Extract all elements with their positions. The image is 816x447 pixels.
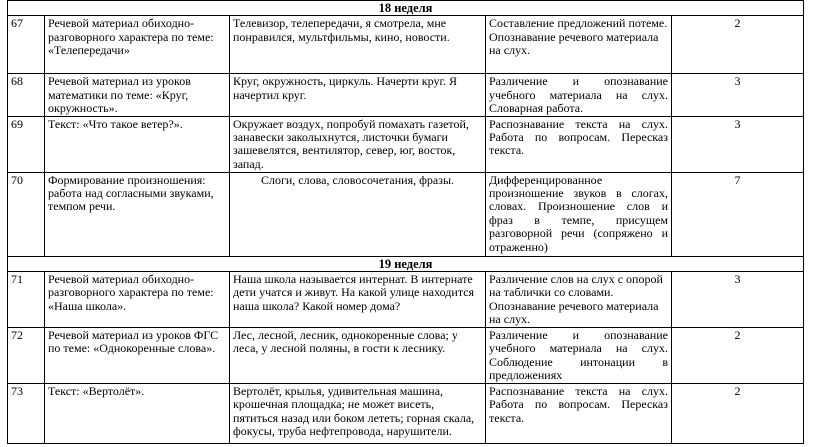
lesson-activity: Распознавание текста на слух. Работа по вопросам. Пересказ текста. xyxy=(486,116,672,172)
table-row xyxy=(8,74,804,116)
lesson-number: 72 xyxy=(8,328,45,384)
table-row xyxy=(8,384,804,444)
table-row xyxy=(8,272,804,328)
lesson-number: 71 xyxy=(8,272,45,328)
speech-material: Слоги, слова, словосочетания, фразы. xyxy=(230,172,486,256)
lesson-hours: 7 xyxy=(672,172,804,256)
lesson-activity: Распознавание текста на слух. Работа по вопросам. Пересказ текста. xyxy=(486,384,672,444)
speech-material: Вертолёт, крылья, удивительная машина, крошечная площадка; не может висеть, пятиться назад или боком лететь; горная скала, фокусы, труба нефтепровода, нарушители. xyxy=(230,384,486,444)
lesson-number: 68 xyxy=(8,74,45,116)
lesson-plan-table xyxy=(7,0,804,444)
lesson-hours: 2 xyxy=(672,384,804,444)
lesson-number: 70 xyxy=(8,172,45,256)
lesson-topic: Формирование произношения: работа над согласными звуками, темпом речи. xyxy=(45,172,230,256)
lesson-number: 69 xyxy=(8,116,45,172)
lesson-hours: 3 xyxy=(672,116,804,172)
lesson-hours: 2 xyxy=(672,328,804,384)
lesson-topic: Текст: «Вертолёт». xyxy=(45,384,230,444)
week-header-row xyxy=(8,256,804,271)
lesson-hours: 2 xyxy=(672,16,804,74)
speech-material: Окружает воздух, попробуй помахать газетой, занавески заколыхнутся, листочки бумаги зашевелятся, вентилятор, север, юг, восток, запад. xyxy=(230,116,486,172)
lesson-activity: Различение слов на слух с опорой на таблички со словами. Опознавание речевого материала на слух. xyxy=(486,272,672,328)
lesson-number: 67 xyxy=(8,16,45,74)
table-row xyxy=(8,328,804,384)
lesson-hours: 3 xyxy=(672,74,804,116)
lesson-activity: Дифференцированное произношение звуков в слогах, словах. Произношение слов и фраз в темпе, присущем разговорной речи (сопряжено и отраженно) xyxy=(486,172,672,256)
speech-material: Лес, лесной, лесник, однокоренные слова; у леса, у лесной поляны, в гости к леснику. xyxy=(230,328,486,384)
lesson-number: 73 xyxy=(8,384,45,444)
table-row xyxy=(8,116,804,172)
speech-material: Телевизор, телепередачи, я смотрела, мне понравился, мультфильмы, кино, новости. xyxy=(230,16,486,74)
lesson-topic: Речевой материал из уроков ФГС по теме: «Однокоренные слова». xyxy=(45,328,230,384)
lesson-topic: Текст: «Что такое ветер?». xyxy=(45,116,230,172)
lesson-topic: Речевой материал из уроков математики по теме: «Круг, окружность». xyxy=(45,74,230,116)
lesson-topic: Речевой материал обиходно-разговорного характера по теме: «Наша школа». xyxy=(45,272,230,328)
lesson-topic: Речевой материал обиходно-разговорного характера по теме: «Телепередачи» xyxy=(45,16,230,74)
speech-material: Наша школа называется интернат. В интернате дети учатся и живут. На какой улице находится наша школа? Какой номер дома? xyxy=(230,272,486,328)
table-row xyxy=(8,16,804,74)
speech-material: Круг, окружность, циркуль. Начерти круг. Я начертил круг. xyxy=(230,74,486,116)
lesson-activity: Различение и опознавание учебного материала на слух. Словарная работа. xyxy=(486,74,672,116)
lesson-hours: 3 xyxy=(672,272,804,328)
week-title: 18 неделя xyxy=(8,1,804,16)
week-title: 19 неделя xyxy=(8,256,804,271)
week-header-row xyxy=(8,1,804,16)
lesson-activity: Составление предложений потеме. Опознавание речевого материала на слух. xyxy=(486,16,672,74)
table-row xyxy=(8,172,804,256)
lesson-activity: Различение и опознавание учебного материала на слух. Соблюдение интонации в предложениях xyxy=(486,328,672,384)
